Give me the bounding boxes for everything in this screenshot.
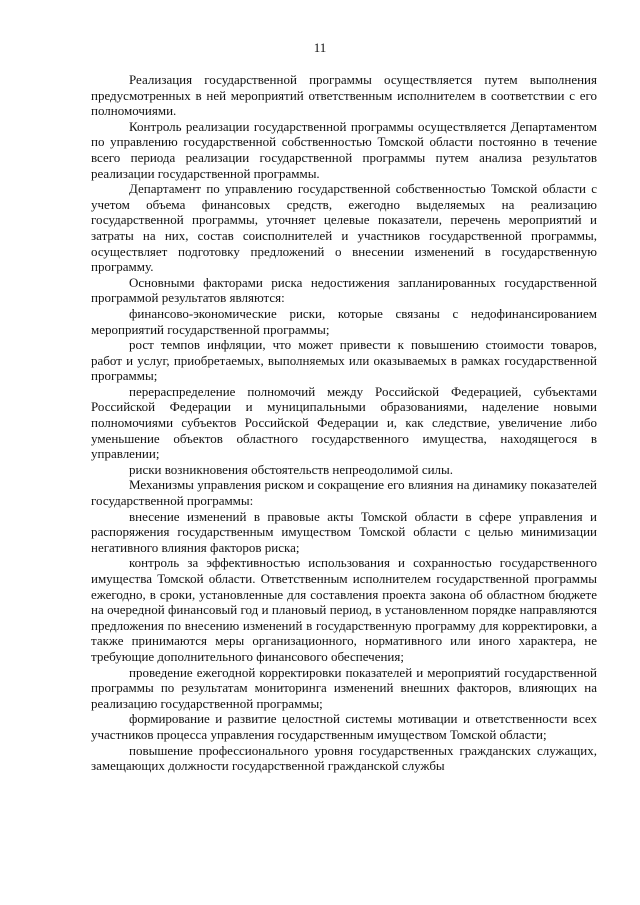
paragraph-redistribution: перераспределение полномочий между Российской Федерацией, субъектами Российской Федерации и муниципальными образованиями, наделение новыми полномочиями субъектов Российской Федерации и, как следствие, увеличение либо уменьшение объектов областного государственного имущества, находящегося в управлении; — [91, 383, 597, 462]
paragraph-implementation: Реализация государственной программы осуществляется путем выполнения предусмотренных в ней мероприятий ответственным исполнителем в соответствии с его полномочиями. — [91, 72, 597, 119]
body-text — [91, 72, 597, 774]
paragraph-financial-risks: финансово-экономические риски, которые связаны с недофинансированием мероприятий государственной программы; — [91, 305, 597, 337]
paragraph-professional-level: повышение профессионального уровня государственных гражданских служащих, замещающих должности государственной гражданской службы — [91, 742, 597, 774]
paragraph-annual-adjustment: проведение ежегодной корректировки показателей и мероприятий государственной программы по результатам мониторинга изменений внешних факторов, влияющих на реализацию государственной программы; — [91, 664, 597, 711]
paragraph-department: Департамент по управлению государственной собственностью Томской области с учетом объема финансовых средств, ежегодно выделяемых на реализацию государственной программы, уточняет целевые показатели, перечень мероприятий и затраты на них, состав соисполнителей и участников государственной программы, осуществляет подготовку предложений о внесении изменений в государственную программу. — [91, 181, 597, 275]
paragraph-force-majeure: риски возникновения обстоятельств непреодолимой силы. — [129, 461, 454, 477]
page-number: 11 — [313, 40, 327, 55]
paragraph-control: Контроль реализации государственной программы осуществляется Департаментом по управлению государственной собственностью Томской области постоянно в течение всего периода реализации государственной программы путем анализа результатов реализации государственной программы. — [91, 118, 597, 181]
paragraph-property-control: контроль за эффективностью использования и сохранностью государственного имущества Томской области. Ответственным исполнителем государственной программы ежегодно, в сроки, установленные для составления проекта закона об областном бюджете на очередной финансовый год и плановый период, в установленном порядке направляются предложения по внесению изменений в государственную программу для корректировки, а также принимаются меры организационного, нормативного или иного характера, не требующие дополнительного финансового обеспечения; — [91, 555, 597, 664]
paragraph-legal-acts: внесение изменений в правовые акты Томской области в сфере управления и распоряжения государственным имуществом Томской области с целью минимизации негативного влияния факторов риска; — [91, 508, 597, 555]
paragraph-risk-management-intro: Механизмы управления риском и сокращение его влияния на динамику показателей государственной программы: — [91, 477, 597, 509]
paragraph-inflation: рост темпов инфляции, что может привести к повышению стоимости товаров, работ и услуг, приобретаемых, выполняемых или оказываемых в рамках государственной программы; — [91, 337, 597, 384]
paragraph-risk-factors-intro: Основными факторами риска недостижения запланированных государственной программой результатов являются: — [91, 274, 597, 306]
paragraph-motivation-system: формирование и развитие целостной системы мотивации и ответственности всех участников процесса управления государственным имуществом Томской области; — [91, 711, 597, 742]
